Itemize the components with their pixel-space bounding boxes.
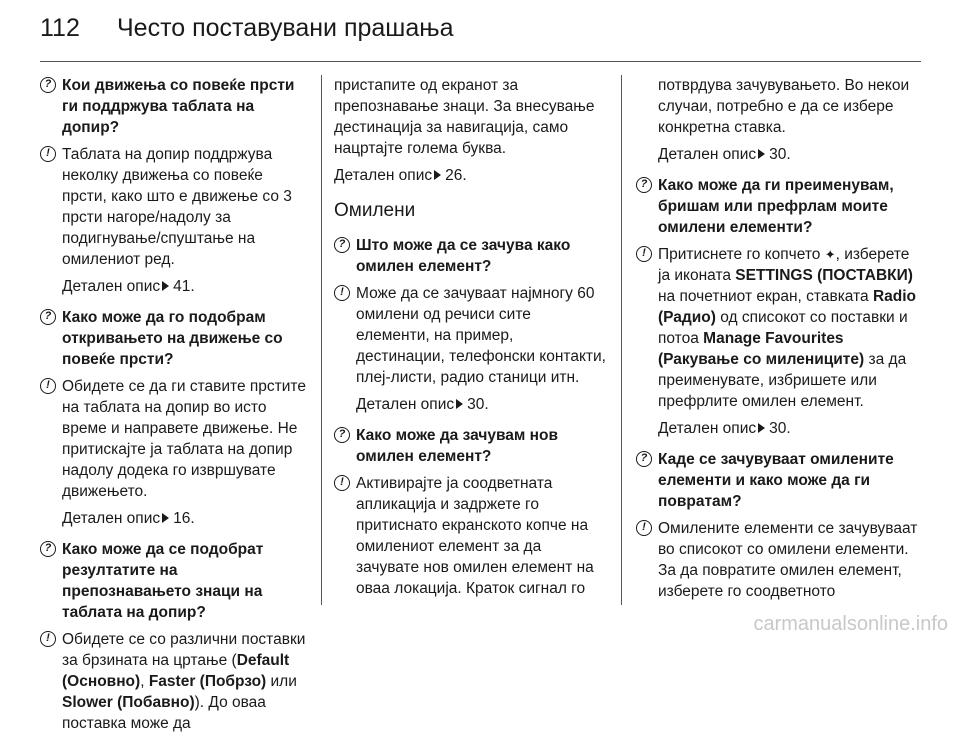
watermark: carmanualsonline.info — [753, 613, 948, 635]
answer-text: Активирајте ја соодветната апликација и задржете го притиснато екранското копче на омилениот елемент за да зачувате нов омилен елемент на оваа локација. Краток сигнал го — [356, 475, 594, 597]
question — [40, 307, 308, 370]
answer-text: Таблата на допир поддржува неколку движења со повеќе прсти, како што е движење со 3 прсти нагоре/надолу за подигнување/спуштање на омилениот ред. — [62, 146, 292, 268]
answer-text: Омилените елементи се зачувуваат во списокот со омилени елементи. За да повратите омилен елемент, изберете го соодветното — [658, 520, 918, 600]
answer-icon: ! — [334, 285, 350, 301]
column-3 — [636, 75, 918, 608]
question-icon: ? — [40, 309, 56, 325]
page-header — [40, 14, 920, 54]
question — [334, 235, 606, 277]
question-icon: ? — [334, 427, 350, 443]
reference[interactable]: Детален опис 16. — [62, 510, 195, 527]
answer — [40, 144, 308, 270]
column-2 — [334, 75, 606, 605]
answer-text: Притиснете го копчето ✦, изберете ја иконата SETTINGS (ПОСТАВКИ) на почетниот екран, ставката Radio (Радио) од списокот со поставки и потоа Manage Favourites (Ракување со милениците) за да преименувате, избришете или префрлите омилен елемент. — [658, 246, 917, 410]
answer — [636, 244, 918, 412]
question-text: Како може да ги преименувам, бришам или префрлам моите омилени елементи? — [658, 177, 894, 236]
arrow-icon — [758, 149, 765, 159]
answer-icon: ! — [40, 378, 56, 394]
answer — [334, 283, 606, 388]
question-icon: ? — [636, 177, 652, 193]
question-text: Како може да зачувам нов омилен елемент? — [356, 427, 559, 465]
page-number: 112 — [40, 14, 80, 42]
header-rule — [40, 61, 921, 62]
arrow-icon — [456, 399, 463, 409]
continued-text: пристапите од екранот за препознавање знаци. За внесување дестинација за навигација, само нацртајте голема буква. — [334, 77, 595, 157]
continued-text: потврдува зачувувањето. Во некои случаи, потребно е да се избере конкретна ставка. — [658, 77, 910, 136]
question — [334, 425, 606, 467]
question-text: Каде се зачувуваат омилените елементи и како може да ги повратам? — [658, 451, 894, 510]
section-heading: Омилени — [334, 200, 416, 221]
answer — [334, 473, 606, 599]
answer-text: Може да се зачуваат најмногу 60 омилени од речиси сите елементи, на пример, дестинации, телефонски контакти, плеј-листи, радио станици итн. — [356, 285, 606, 386]
answer — [40, 376, 308, 502]
reference[interactable]: Детален опис 26. — [334, 167, 467, 184]
question-icon: ? — [40, 77, 56, 93]
reference[interactable]: Детален опис 30. — [658, 420, 791, 437]
page-title: Често поставувани прашања — [117, 14, 454, 42]
answer-icon: ! — [40, 146, 56, 162]
question — [636, 175, 918, 238]
answer-icon: ! — [636, 246, 652, 262]
answer-icon: ! — [636, 520, 652, 536]
column-divider-2 — [621, 75, 622, 605]
question-text: Кои движења со повеќе прсти ги поддржува таблата на допир? — [62, 77, 295, 136]
question — [40, 539, 308, 623]
arrow-icon — [434, 170, 441, 180]
answer — [40, 629, 308, 734]
home-star-icon: ✦ — [824, 247, 836, 262]
answer-text: Обидете се да ги ставите прстите на таблата на допир во исто време и направете движење. Не притискајте ја таблата на допир надолу додека го извршувате движењето. — [62, 378, 306, 500]
reference[interactable]: Детален опис 30. — [658, 146, 791, 163]
column-divider-1 — [321, 75, 322, 605]
question-icon: ? — [40, 541, 56, 557]
arrow-icon — [162, 513, 169, 523]
reference[interactable]: Детален опис 41. — [62, 278, 195, 295]
answer — [636, 518, 918, 602]
question — [40, 75, 308, 138]
question — [636, 449, 918, 512]
question-text: Како може да се подобрат резултатите на препознавањето знаци на таблата на допир? — [62, 541, 264, 621]
column-1 — [40, 75, 308, 740]
arrow-icon — [758, 423, 765, 433]
question-icon: ? — [334, 237, 350, 253]
question-icon: ? — [636, 451, 652, 467]
answer-icon: ! — [334, 475, 350, 491]
answer-text: Обидете се со различни поставки за брзината на цртање (Default (Основно), Faster (Побрзо) или Slower (Побавно)). До оваа поставка може да — [62, 631, 306, 732]
arrow-icon — [162, 281, 169, 291]
question-text: Како може да го подобрам откривањето на движење со повеќе прсти? — [62, 309, 283, 368]
reference[interactable]: Детален опис 30. — [356, 396, 489, 413]
question-text: Што може да се зачува како омилен елемент? — [356, 237, 571, 275]
answer-icon: ! — [40, 631, 56, 647]
